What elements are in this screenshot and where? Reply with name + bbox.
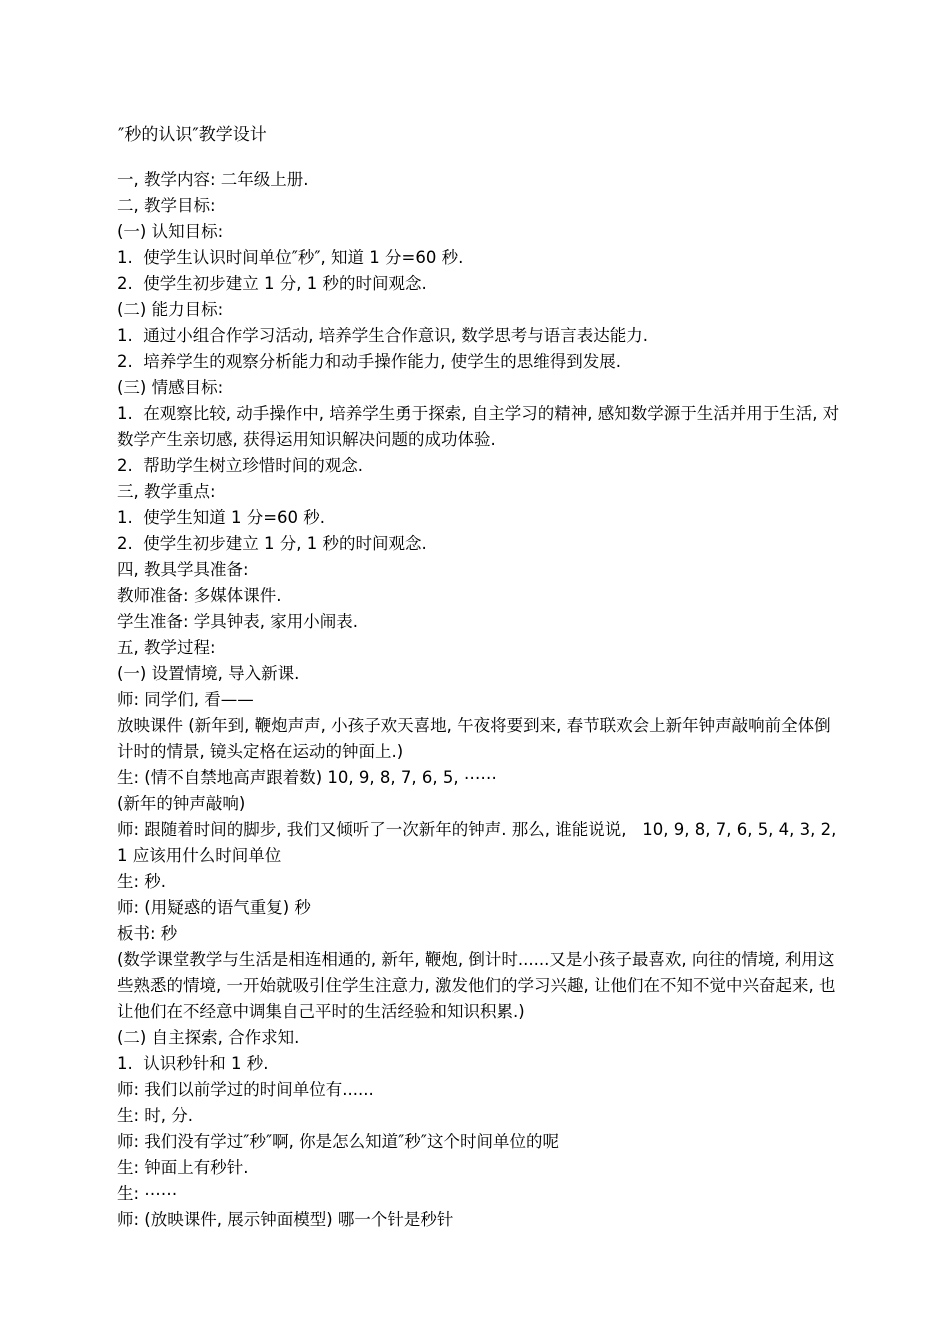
list-item: 2. 使学生初步建立 1 分, 1 秒的时间观念. [117,534,427,553]
section-heading: 五, 教学过程: [117,638,216,657]
section-heading: 二, 教学目标: [117,196,216,215]
paragraph: 教师准备: 多媒体课件. [117,586,282,605]
list-item: 1. 认识秒针和 1 秒. [117,1054,269,1073]
subsection-heading: (一) 认知目标: [117,222,224,241]
dialogue-line: 生: 钟面上有秒针. [117,1158,249,1177]
list-item: 1. 在观察比较, 动手操作中, 培养学生勇于探索, 自主学习的精神, 感知数学源于生活并用于生活, 对数学产生亲切感, 获得运用知识解决问题的成功体验. [117,404,840,449]
dialogue-line: 师: (放映课件, 展示钟面模型) 哪一个针是秒针 [117,1210,454,1229]
document-body [117,167,842,1233]
section-heading: 三, 教学重点: [117,482,216,501]
paragraph: 板书: 秒 [117,924,178,943]
list-item: 2. 使学生初步建立 1 分, 1 秒的时间观念. [117,274,427,293]
list-item: 2. 帮助学生树立珍惜时间的观念. [117,456,363,475]
list-item: 1. 通过小组合作学习活动, 培养学生合作意识, 数学思考与语言表达能力. [117,326,648,345]
dialogue-line: 师: 同学们, 看—— [117,690,254,709]
subsection-heading: (三) 情感目标: [117,378,224,397]
list-item: 1. 使学生认识时间单位″秒″, 知道 1 分=60 秒. [117,248,464,267]
dialogue-line: 师: 我们以前学过的时间单位有...... [117,1080,374,1099]
dialogue-line: 生: (情不自禁地高声跟着数) 10, 9, 8, 7, 6, 5, ⋯⋯ [117,768,497,787]
dialogue-line: 生: ⋯⋯ [117,1184,178,1203]
subsection-heading: (二) 自主探索, 合作求知. [117,1028,300,1047]
dialogue-line: 生: 秒. [117,872,167,891]
subsection-heading: (一) 设置情境, 导入新课. [117,664,300,683]
paragraph: (数学课堂教学与生活是相连相通的, 新年, 鞭炮, 倒计时......又是小孩子最喜欢, 向往的情境, 利用这些熟悉的情境, 一开始就吸引住学生注意力, 激发他们的学习兴趣, 让他们在不知不觉中兴奋起来, 也让他们在不经意中调集自己平时的生活经验和知识积累.) [117,950,836,1021]
paragraph: 放映课件 (新年到, 鞭炮声声, 小孩子欢天喜地, 午夜将要到来, 春节联欢会上新年钟声敲响前全体倒计时的情景, 镜头定格在运动的钟面上.) [117,716,831,761]
document-title: ″秒的认识″教学设计 [118,125,267,145]
dialogue-line: 师: (用疑惑的语气重复) 秒 [117,898,311,917]
paragraph: (新年的钟声敲响) [117,794,246,813]
section-heading: 四, 教具学具准备: [117,560,249,579]
dialogue-line: 师: 跟随着时间的脚步, 我们又倾听了一次新年的钟声. 那么, 谁能说说, 10, 9, 8, 7, 6, 5, 4, 3, 2, 1 应该用什么时间单位 [117,820,842,865]
dialogue-line: 生: 时, 分. [117,1106,194,1125]
paragraph: 学生准备: 学具钟表, 家用小闹表. [117,612,359,631]
section-heading: 一, 教学内容: 二年级上册. [117,170,309,189]
list-item: 1. 使学生知道 1 分=60 秒. [117,508,326,527]
subsection-heading: (二) 能力目标: [117,300,224,319]
list-item: 2. 培养学生的观察分析能力和动手操作能力, 使学生的思维得到发展. [117,352,621,371]
dialogue-line: 师: 我们没有学过″秒″啊, 你是怎么知道″秒″这个时间单位的呢 [117,1132,559,1151]
